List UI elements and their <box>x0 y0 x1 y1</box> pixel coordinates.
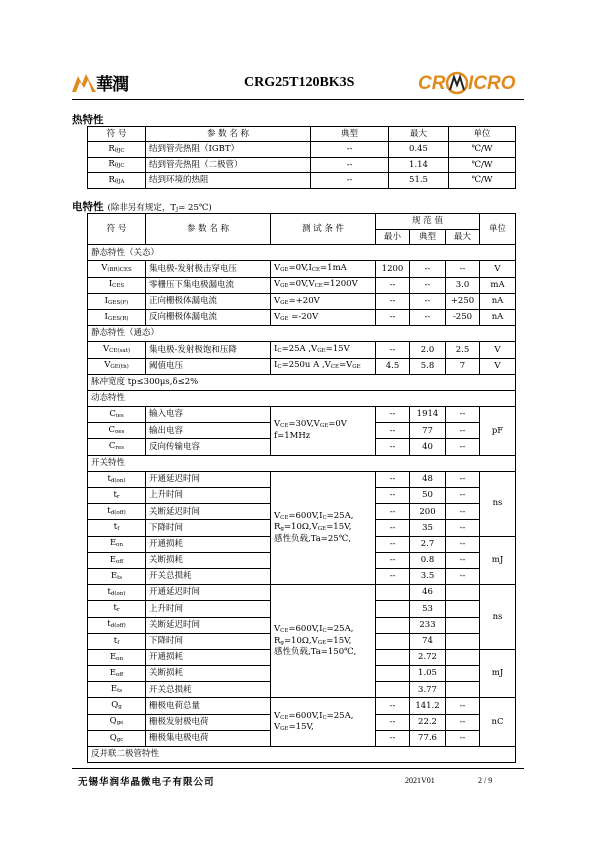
column-header: 最大 <box>389 127 449 142</box>
table-row <box>88 326 516 342</box>
min-cell: -- <box>376 504 410 520</box>
max-cell: 7 <box>446 358 480 374</box>
typ-cell: 77.6 <box>410 730 446 746</box>
condition-cell: $V_{GE}=+20V$ <box>271 293 376 309</box>
param-name-cell: 上升时间 <box>146 488 271 504</box>
typ-cell: 233 <box>410 617 446 633</box>
max-cell <box>446 633 480 649</box>
param-name-cell: 关断延迟时间 <box>146 617 271 633</box>
column-header: 单位 <box>449 127 516 142</box>
min-cell <box>376 682 410 698</box>
symbol-cell: $t_{d(off)}$ <box>88 504 146 520</box>
column-header: 参 数 名 称 <box>146 214 271 245</box>
param-name-cell: 阈值电压 <box>146 358 271 374</box>
logo-m-icon <box>445 70 469 96</box>
table-row <box>88 245 516 261</box>
param-name-cell: 反向传输电容 <box>146 439 271 455</box>
max-cell: -250 <box>446 309 480 325</box>
typ-cell: 2.0 <box>410 342 446 358</box>
part-number: CRG25T120BK3S <box>244 75 355 90</box>
elec-note-sub: J <box>176 207 179 213</box>
typ-cell: 1914 <box>410 407 446 423</box>
unit-cell: ℃/W <box>449 173 516 188</box>
column-header: 最大 <box>446 230 480 245</box>
condition-cell: $V_{CE}=30V,V_{GE}=0V$ f=1MHz <box>271 407 376 456</box>
min-cell: -- <box>376 536 410 552</box>
max-cell: -- <box>446 536 480 552</box>
condition-cell: $V_{CE}=600V,I_C=25A$, $R_g=10\Omega,V_{GE}=15V$, 感性负载,Ta=25℃, <box>271 471 376 584</box>
symbol-cell: $t_{d(on)}$ <box>88 585 146 601</box>
thermal-header-row <box>88 127 516 142</box>
param-name-cell: 栅极电荷总量 <box>146 698 271 714</box>
param-name-cell: 开关总损耗 <box>146 682 271 698</box>
typ-cell: 48 <box>410 471 446 487</box>
table-row <box>88 747 516 763</box>
param-name-cell: 集电极-发射极击穿电压 <box>146 261 271 277</box>
condition-cell: $I_C=25A$ $,V_{GE}=15V$ <box>271 342 376 358</box>
table-row <box>88 455 516 471</box>
min-cell <box>376 666 410 682</box>
min-cell: -- <box>376 714 410 730</box>
typ-cell: -- <box>410 309 446 325</box>
symbol-cell: $I_{GES(F)}$ <box>88 293 146 309</box>
table-row <box>88 157 516 172</box>
unit-cell: nA <box>480 293 516 309</box>
min-cell: -- <box>376 520 410 536</box>
symbol-cell: $E_{on}$ <box>88 536 146 552</box>
condition-cell: $V_{CE}=600V,I_C=25A$, $R_g=10\Omega,V_{GE}=15V$, 感性负载,Ta=150℃, <box>271 585 376 698</box>
min-cell: 4.5 <box>376 358 410 374</box>
typ-cell: -- <box>410 293 446 309</box>
logo-text-icro: ICRO <box>468 73 516 94</box>
min-cell: -- <box>376 471 410 487</box>
column-header: 典型 <box>311 127 389 142</box>
unit-cell: ℃/W <box>449 142 516 157</box>
symbol-cell: $t_{d(off)}$ <box>88 617 146 633</box>
typ-cell: 200 <box>410 504 446 520</box>
symbol-cell: $C_{res}$ <box>88 439 146 455</box>
symbol-cell: $Q_{ge}$ <box>88 714 146 730</box>
typ-cell: 141.2 <box>410 698 446 714</box>
min-cell: -- <box>376 698 410 714</box>
max-cell: -- <box>446 568 480 584</box>
min-cell: -- <box>376 293 410 309</box>
column-header: 典型 <box>410 230 446 245</box>
param-name-cell: 下降时间 <box>146 633 271 649</box>
section-header: 静态特性（通态） <box>88 326 516 342</box>
section-header: 静态特性（关态） <box>88 245 516 261</box>
logo-text-cr: CR <box>418 73 446 94</box>
param-name-cell: 集电极-发射极饱和压降 <box>146 342 271 358</box>
section-header: 反并联二极管特性 <box>88 747 516 763</box>
param-name-cell: 零栅压下集电极漏电流 <box>146 277 271 293</box>
max-cell: 1.14 <box>389 157 449 172</box>
unit-cell: V <box>480 342 516 358</box>
section-header: 动态特性 <box>88 390 516 406</box>
page-header <box>72 66 524 98</box>
symbol-cell: $E_{ts}$ <box>88 682 146 698</box>
column-header: 单位 <box>480 214 516 245</box>
unit-cell: nA <box>480 309 516 325</box>
symbol-cell: $I_{GES(R)}$ <box>88 309 146 325</box>
unit-cell: mJ <box>480 649 516 698</box>
typ-cell: 74 <box>410 633 446 649</box>
symbol-cell: $E_{off}$ <box>88 666 146 682</box>
min-cell: -- <box>376 309 410 325</box>
param-name-cell: 开通损耗 <box>146 536 271 552</box>
symbol-cell: $Q_g$ <box>88 698 146 714</box>
unit-cell: ns <box>480 471 516 536</box>
max-cell: 2.5 <box>446 342 480 358</box>
unit-cell: V <box>480 261 516 277</box>
column-header: 规 范 值 <box>376 214 480 230</box>
min-cell: 1200 <box>376 261 410 277</box>
max-cell <box>446 666 480 682</box>
thermal-table <box>87 126 516 189</box>
elec-note-a: (除非另有规定，T <box>107 203 176 213</box>
min-cell: -- <box>376 568 410 584</box>
symbol-cell: $R_{\theta JA}$ <box>88 173 146 188</box>
footer-divider <box>72 768 524 769</box>
table-row <box>88 585 516 601</box>
param-name-cell: 输入电容 <box>146 407 271 423</box>
table-row <box>88 214 516 230</box>
min-cell: -- <box>376 277 410 293</box>
typ-cell: -- <box>311 173 389 188</box>
typ-cell: 35 <box>410 520 446 536</box>
column-header: 最小 <box>376 230 410 245</box>
max-cell: -- <box>446 471 480 487</box>
table-row <box>88 342 516 358</box>
unit-cell: ℃/W <box>449 157 516 172</box>
min-cell: -- <box>376 342 410 358</box>
max-cell: -- <box>446 730 480 746</box>
param-name-cell: 开通延迟时间 <box>146 585 271 601</box>
elec-title <box>72 199 212 214</box>
param-name-cell: 开通损耗 <box>146 649 271 665</box>
max-cell: 3.0 <box>446 277 480 293</box>
condition-cell: $I_C=250u$ A $,V_{CE}=V_{GE}$ <box>271 358 376 374</box>
symbol-cell: $t_r$ <box>88 488 146 504</box>
param-name-cell: 开关总损耗 <box>146 568 271 584</box>
typ-cell: 0.8 <box>410 552 446 568</box>
logo-mark-icon <box>72 68 96 94</box>
min-cell: -- <box>376 552 410 568</box>
condition-cell: $V_{GE}=0V,V_{CE}=1200V$ <box>271 277 376 293</box>
param-name-cell: 关断损耗 <box>146 666 271 682</box>
param-name-cell: 开通延迟时间 <box>146 471 271 487</box>
max-cell: 51.5 <box>389 173 449 188</box>
table-row <box>88 142 516 157</box>
column-header: 符 号 <box>88 214 146 245</box>
symbol-cell: $t_{d(on)}$ <box>88 471 146 487</box>
param-name-cell: 栅极发射极电荷 <box>146 714 271 730</box>
param-name-cell: 关断延迟时间 <box>146 504 271 520</box>
elec-note-b: = 25℃) <box>178 203 212 213</box>
symbol-cell: $t_f$ <box>88 520 146 536</box>
max-cell <box>446 617 480 633</box>
typ-cell: 2.7 <box>410 536 446 552</box>
max-cell: -- <box>446 698 480 714</box>
column-header: 参 数 名 称 <box>146 127 311 142</box>
typ-cell: 53 <box>410 601 446 617</box>
min-cell: -- <box>376 407 410 423</box>
elec-note <box>108 203 212 213</box>
min-cell <box>376 649 410 665</box>
min-cell: -- <box>376 730 410 746</box>
symbol-cell: $C_{oes}$ <box>88 423 146 439</box>
column-header: 测 试 条 件 <box>271 214 376 245</box>
crmicro-logo <box>418 68 518 96</box>
max-cell: 0.45 <box>389 142 449 157</box>
min-cell <box>376 585 410 601</box>
typ-cell: 3.77 <box>410 682 446 698</box>
min-cell: -- <box>376 423 410 439</box>
thermal-title: 热特性 <box>72 114 104 126</box>
max-cell: -- <box>446 552 480 568</box>
footer-version: 2021V01 <box>405 776 435 785</box>
typ-cell: 40 <box>410 439 446 455</box>
typ-cell: -- <box>410 277 446 293</box>
column-header: 符 号 <box>88 127 146 142</box>
max-cell <box>446 601 480 617</box>
unit-cell: pF <box>480 407 516 456</box>
symbol-cell: $E_{off}$ <box>88 552 146 568</box>
max-cell: -- <box>446 488 480 504</box>
min-cell <box>376 633 410 649</box>
symbol-cell: $E_{ts}$ <box>88 568 146 584</box>
typ-cell: -- <box>311 142 389 157</box>
company-logo <box>72 68 142 96</box>
electrical-table <box>87 213 516 763</box>
typ-cell: 5.8 <box>410 358 446 374</box>
max-cell <box>446 649 480 665</box>
elec-title-text: 电特性 <box>72 201 104 213</box>
param-name-cell: 结到管壳热阻（二极管） <box>146 157 311 172</box>
table-row <box>88 374 516 390</box>
max-cell: -- <box>446 423 480 439</box>
max-cell: -- <box>446 504 480 520</box>
max-cell: -- <box>446 714 480 730</box>
symbol-cell: $V_{(BR)CES}$ <box>88 261 146 277</box>
unit-cell: mJ <box>480 536 516 585</box>
unit-cell: mA <box>480 277 516 293</box>
symbol-cell: $V_{CE(sat)}$ <box>88 342 146 358</box>
max-cell: -- <box>446 261 480 277</box>
min-cell: -- <box>376 488 410 504</box>
typ-cell: 22.2 <box>410 714 446 730</box>
typ-cell: 50 <box>410 488 446 504</box>
table-row <box>88 261 516 277</box>
symbol-cell: $t_r$ <box>88 601 146 617</box>
param-name-cell: 下降时间 <box>146 520 271 536</box>
table-row <box>88 471 516 487</box>
param-name-cell: 上升时间 <box>146 601 271 617</box>
param-name-cell: 正向栅极体漏电流 <box>146 293 271 309</box>
param-name-cell: 关断损耗 <box>146 552 271 568</box>
min-cell: -- <box>376 439 410 455</box>
param-name-cell: 结到管壳热阻（IGBT） <box>146 142 311 157</box>
symbol-cell: $C_{ies}$ <box>88 407 146 423</box>
condition-cell: $V_{GE}=0V,I_{CE}=1mA$ <box>271 261 376 277</box>
typ-cell: 2.72 <box>410 649 446 665</box>
section-header: 开关特性 <box>88 455 516 471</box>
brand-name: 華潤 <box>96 75 128 95</box>
max-cell <box>446 585 480 601</box>
symbol-cell: $E_{on}$ <box>88 649 146 665</box>
table-row <box>88 407 516 423</box>
unit-cell: V <box>480 358 516 374</box>
table-row <box>88 309 516 325</box>
footer-company: 无锡华润华晶微电子有限公司 <box>78 777 215 788</box>
symbol-cell: $I_{CES}$ <box>88 277 146 293</box>
typ-cell: -- <box>311 157 389 172</box>
param-name-cell: 栅极集电极电荷 <box>146 730 271 746</box>
symbol-cell: $t_f$ <box>88 633 146 649</box>
table-row <box>88 293 516 309</box>
param-name-cell: 结到环境的热阻 <box>146 173 311 188</box>
typ-cell: 1.05 <box>410 666 446 682</box>
param-name-cell: 反向栅极体漏电流 <box>146 309 271 325</box>
typ-cell: 3.5 <box>410 568 446 584</box>
table-row <box>88 277 516 293</box>
symbol-cell: $V_{GE(th)}$ <box>88 358 146 374</box>
typ-cell: 46 <box>410 585 446 601</box>
footer-page: 2 / 9 <box>478 776 493 785</box>
max-cell: -- <box>446 439 480 455</box>
max-cell: +250 <box>446 293 480 309</box>
min-cell <box>376 617 410 633</box>
table-row <box>88 358 516 374</box>
table-row <box>88 390 516 406</box>
max-cell: -- <box>446 520 480 536</box>
max-cell <box>446 682 480 698</box>
min-cell <box>376 601 410 617</box>
typ-cell: 77 <box>410 423 446 439</box>
table-row <box>88 173 516 188</box>
condition-cell: $V_{GE} =-20V$ <box>271 309 376 325</box>
max-cell: -- <box>446 407 480 423</box>
condition-cell: $V_{CE}=600V,I_C=25A$, $V_{GE}=15V$, <box>271 698 376 747</box>
symbol-cell: $R_{\theta JC}$ <box>88 157 146 172</box>
symbol-cell: $R_{\theta JC}$ <box>88 142 146 157</box>
symbol-cell: $Q_{gc}$ <box>88 730 146 746</box>
unit-cell: nC <box>480 698 516 747</box>
param-name-cell: 输出电容 <box>146 423 271 439</box>
section-header: 脉冲宽度 tp≤300μs,δ≤2% <box>88 374 516 390</box>
table-row <box>88 698 516 714</box>
header-divider <box>72 99 524 100</box>
unit-cell: ns <box>480 585 516 650</box>
typ-cell: -- <box>410 261 446 277</box>
